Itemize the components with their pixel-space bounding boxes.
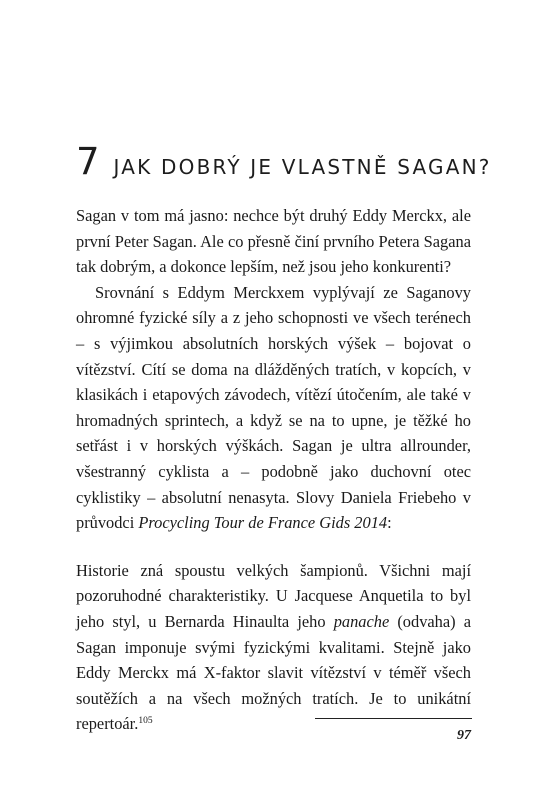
- paragraph-comparison: [76, 280, 471, 536]
- block-quote: [76, 558, 471, 737]
- body-text: [76, 203, 471, 737]
- footnote-reference[interactable]: 105: [138, 716, 153, 727]
- publication-title: Procycling Tour de France Gids 2014: [138, 513, 388, 533]
- chapter-number: 7: [76, 140, 100, 183]
- paragraph-intro-text: Sagan v tom má jasno: nechce být druhý Eddy Merckx, ale první Peter Sagan. Ale co přesně činí prvního Petera Sagana tak dobrým, a dokonce lepším, než jsou jeho konkurenti?: [76, 206, 471, 277]
- paragraph-comparison-text: Srovnání s Eddym Merckxem vyplývají ze Saganovy ohromné fyzické síly a z jeho schopnosti ve všech terénech – s výjimkou absolutních horských výšek – bojovat o vítězství. Cítí se doma na dlážděných tratích, v kopcích, v klasikách i etapových závodech, vítězí útočením, ale také v hromadných sprintech, a když se na to upne, je těžké ho setřást i v horských výškách. Sagan je ultra allrounder, všestranný cyklista a – podobně jako duchovní otec cyklistiky – absolutní nenasyta. Slovy Daniela Friebeho v průvodci: [76, 282, 471, 533]
- paragraph-gap: [76, 536, 471, 558]
- paragraph-comparison-end: :: [387, 513, 392, 533]
- quote-text-start: Historie zná spoustu velkých šampionů. Všichni mají pozoruhodné charakteristiky. U Jacquese Anquetila to byl jeho styl, u Bernarda Hinaulta jeho: [76, 560, 471, 631]
- quote-italic-word: panache: [333, 611, 390, 631]
- chapter-heading: [76, 140, 496, 183]
- quote-text-end: (odvaha) a Sagan imponuje svými fyzickými kvalitami. Stejně jako Eddy Merckx má X-faktor slavit vítězství v téměř všech soutěžích a na všech možných tratích. Je to unikátní repertoár.: [76, 611, 471, 734]
- footer-rule: [315, 718, 472, 719]
- chapter-title: JAK DOBRÝ JE VLASTNĚ SAGAN?: [113, 155, 492, 179]
- paragraph-intro: [76, 203, 471, 280]
- page-number: 97: [457, 728, 471, 743]
